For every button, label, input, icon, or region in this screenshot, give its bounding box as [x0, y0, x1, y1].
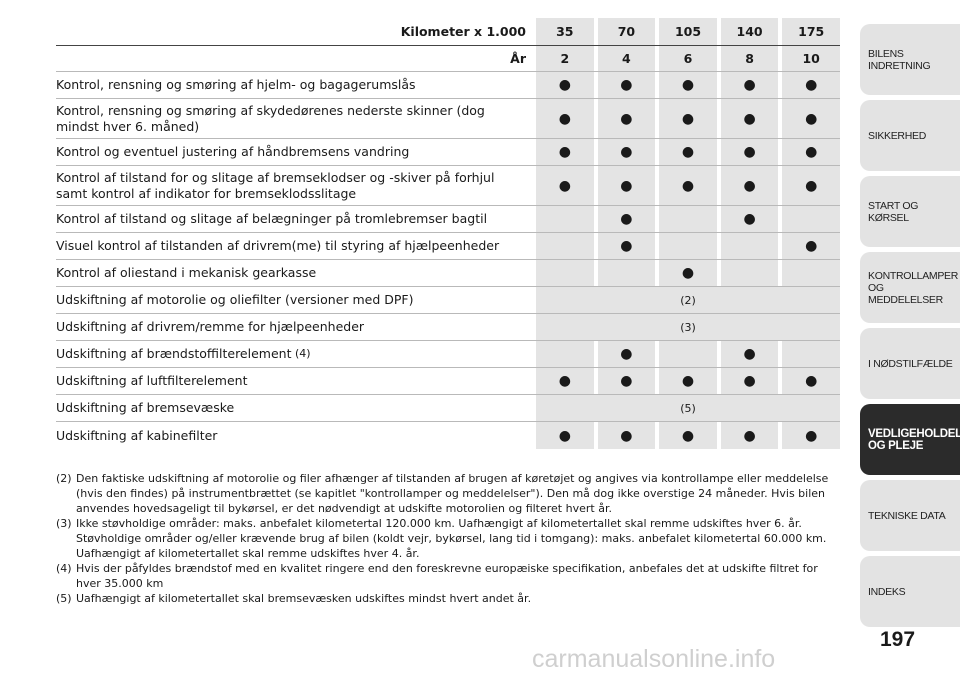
- tab-bilens-indretning[interactable]: BILENS INDRETNING: [860, 24, 960, 95]
- mark-cell: [721, 233, 779, 259]
- tab-vedligeholdelse[interactable]: VEDLIGEHOLDELSE OG PLEJE: [860, 404, 960, 475]
- watermark: carmanualsonline.info: [532, 645, 776, 673]
- mark-cell: ●: [598, 72, 656, 98]
- table-row: [56, 287, 840, 314]
- row-label: Kontrol af tilstand og slitage af belægninger på tromlebremser bagtil: [56, 211, 488, 226]
- mark-cell: ●: [721, 166, 779, 205]
- year-header-cell: 10: [782, 46, 840, 71]
- row-label: Udskiftning af drivrem/remme for hjælpeenheder: [56, 319, 365, 334]
- mark-cell: [782, 206, 840, 232]
- year-header-cell: 6: [659, 46, 717, 71]
- mark-cell: ●: [659, 166, 717, 205]
- year-header-cell: 4: [598, 46, 656, 71]
- footnote-number: (3): [56, 517, 72, 530]
- row-label-text: Udskiftning af brændstoffilterelement: [56, 346, 292, 361]
- footnote: [56, 516, 840, 561]
- mark-cell: ●: [598, 139, 656, 165]
- km-header-cell: 105: [659, 18, 717, 45]
- year-header-label: År: [510, 50, 526, 66]
- mark-cell: ●: [782, 233, 840, 259]
- mark-cell: ●: [536, 368, 594, 394]
- mark-cell: [536, 341, 594, 367]
- mark-cell: ●: [598, 233, 656, 259]
- year-header-cell: 2: [536, 46, 594, 71]
- table-row: [56, 139, 840, 166]
- table-row: [56, 368, 840, 395]
- footnote-number: (4): [56, 562, 72, 575]
- mark-cell: [721, 260, 779, 286]
- row-label: Kontrol, rensning og smøring af skydedørenes nederste skinner (dog mindst hver 6. måned): [56, 102, 485, 134]
- table-row: [56, 233, 840, 260]
- mark-cell: [536, 260, 594, 286]
- mark-cell: ●: [659, 139, 717, 165]
- table-row: [56, 166, 840, 206]
- km-header-label: Kilometer x 1.000: [400, 23, 526, 39]
- mark-cell: [536, 206, 594, 232]
- page-number: 197: [880, 628, 916, 651]
- km-header-cell: 70: [598, 18, 656, 45]
- row-label: Udskiftning af kabinefilter: [56, 427, 218, 443]
- row-label-note: (4): [291, 347, 311, 360]
- mark-cell: ●: [598, 341, 656, 367]
- footnote-number: (2): [56, 472, 72, 485]
- mark-cell: ●: [721, 72, 779, 98]
- maintenance-table: [56, 18, 840, 449]
- table-row: [56, 99, 840, 139]
- tab-sikkerhed[interactable]: SIKKERHED: [860, 100, 960, 171]
- table-row: [56, 422, 840, 449]
- table-row: [56, 206, 840, 233]
- table-row: [56, 72, 840, 99]
- tab-start-og-korsel[interactable]: START OG KØRSEL: [860, 176, 960, 247]
- mark-cell: [536, 233, 594, 259]
- mark-cell: ●: [536, 99, 594, 138]
- table-row: [56, 341, 840, 368]
- tab-indeks[interactable]: INDEKS: [860, 556, 960, 627]
- mark-cell: ●: [659, 422, 717, 449]
- header-year-row: [56, 46, 840, 72]
- mark-cell: ●: [782, 166, 840, 205]
- mark-cell: ●: [598, 99, 656, 138]
- row-label: Udskiftning af bremsevæske: [56, 400, 235, 415]
- row-label: [56, 341, 536, 367]
- footnote-ref-cell: (3): [536, 314, 840, 340]
- mark-cell: ●: [721, 206, 779, 232]
- row-label: Udskiftning af luftfilterelement: [56, 373, 248, 388]
- footnote: [56, 471, 840, 516]
- mark-cell: ●: [782, 72, 840, 98]
- table-row: [56, 260, 840, 287]
- mark-cell: ●: [721, 99, 779, 138]
- mark-cell: ●: [536, 422, 594, 449]
- chapter-index-tabs: [860, 24, 977, 632]
- table-row: [56, 314, 840, 341]
- table-row: [56, 395, 840, 422]
- mark-cell: ●: [782, 368, 840, 394]
- mark-cell: [782, 260, 840, 286]
- mark-cell: ●: [721, 368, 779, 394]
- row-label: Udskiftning af motorolie og oliefilter (versioner med DPF): [56, 292, 414, 307]
- footnote-text: Uafhængigt af kilometertallet skal bremsevæsken udskiftes mindst hvert andet år.: [76, 592, 532, 605]
- footnote-number: (5): [56, 592, 72, 605]
- mark-cell: ●: [659, 72, 717, 98]
- mark-cell: ●: [721, 341, 779, 367]
- tab-tekniske-data[interactable]: TEKNISKE DATA: [860, 480, 960, 551]
- mark-cell: ●: [536, 72, 594, 98]
- tab-nodstilfaelde[interactable]: I NØDSTILFÆLDE: [860, 328, 960, 399]
- mark-cell: ●: [721, 422, 779, 449]
- footnote: [56, 561, 840, 591]
- mark-cell: ●: [536, 166, 594, 205]
- year-header-cell: 8: [721, 46, 779, 71]
- mark-cell: [659, 233, 717, 259]
- km-header-cell: 175: [782, 18, 840, 45]
- mark-cell: ●: [536, 139, 594, 165]
- mark-cell: [782, 341, 840, 367]
- mark-cell: ●: [721, 139, 779, 165]
- footnote-text: Den faktiske udskiftning af motorolie og filer afhænger af tilstanden af brugen af køretøjet og angives via kontrollampe eller meddelelse (hvis den findes) på instrumentbrættet (se kapitlet "kontrollamper og meddelelser"). Den må dog ikke overstige 24 måneder. Hvis bilen anvendes hovedsageligt til bykørsel, er det nødvendigt at udskifte motorolien og filteret hvert år.: [76, 472, 829, 515]
- footnote: [56, 591, 840, 606]
- mark-cell: [659, 206, 717, 232]
- header-km-row: [56, 18, 840, 46]
- row-label: Kontrol af oliestand i mekanisk gearkasse: [56, 265, 317, 280]
- mark-cell: ●: [598, 166, 656, 205]
- mark-cell: ●: [659, 260, 717, 286]
- footnotes: [56, 471, 840, 606]
- footnote-ref-cell: (5): [536, 395, 840, 421]
- km-header-cell: 140: [721, 18, 779, 45]
- mark-cell: ●: [598, 422, 656, 449]
- mark-cell: ●: [598, 206, 656, 232]
- mark-cell: [598, 260, 656, 286]
- tab-kontrollamper[interactable]: KONTROLLAMPER OG MEDDELELSER: [860, 252, 960, 323]
- footnote-text: Ikke støvholdige områder: maks. anbefalet kilometertal 120.000 km. Uafhængigt af kilometertallet skal remme udskiftes hver 6. år. Støvholdige områder og/eller krævende brug af bilen (koldt vejr, bykørsel, lang tid i tomgang): maks. anbefalet kilometertal 60.000 km. Uafhængigt af kilometertallet skal remme udskiftes hver 4. år.: [76, 517, 827, 560]
- mark-cell: ●: [782, 422, 840, 449]
- mark-cell: ●: [659, 99, 717, 138]
- mark-cell: ●: [782, 139, 840, 165]
- row-label: Visuel kontrol af tilstanden af drivrem(me) til styring af hjælpeenheder: [56, 238, 500, 253]
- mark-cell: ●: [598, 368, 656, 394]
- row-label: Kontrol af tilstand for og slitage af bremseklodser og -skiver på forhjul samt kontrol af indikator for bremseklodsslitage: [56, 169, 495, 201]
- row-label: Kontrol, rensning og smøring af hjelm- og bagagerumslås: [56, 77, 416, 92]
- mark-cell: ●: [659, 368, 717, 394]
- mark-cell: [659, 341, 717, 367]
- mark-cell: ●: [782, 99, 840, 138]
- footnote-text: Hvis der påfyldes brændstof med en kvalitet ringere end den foreskrevne europæiske specifikation, anbefales det at udskifte filtret for hver 35.000 km: [76, 562, 818, 590]
- km-header-cell: 35: [536, 18, 594, 45]
- footnote-ref-cell: (2): [536, 287, 840, 313]
- row-label: Kontrol og eventuel justering af håndbremsens vandring: [56, 144, 410, 159]
